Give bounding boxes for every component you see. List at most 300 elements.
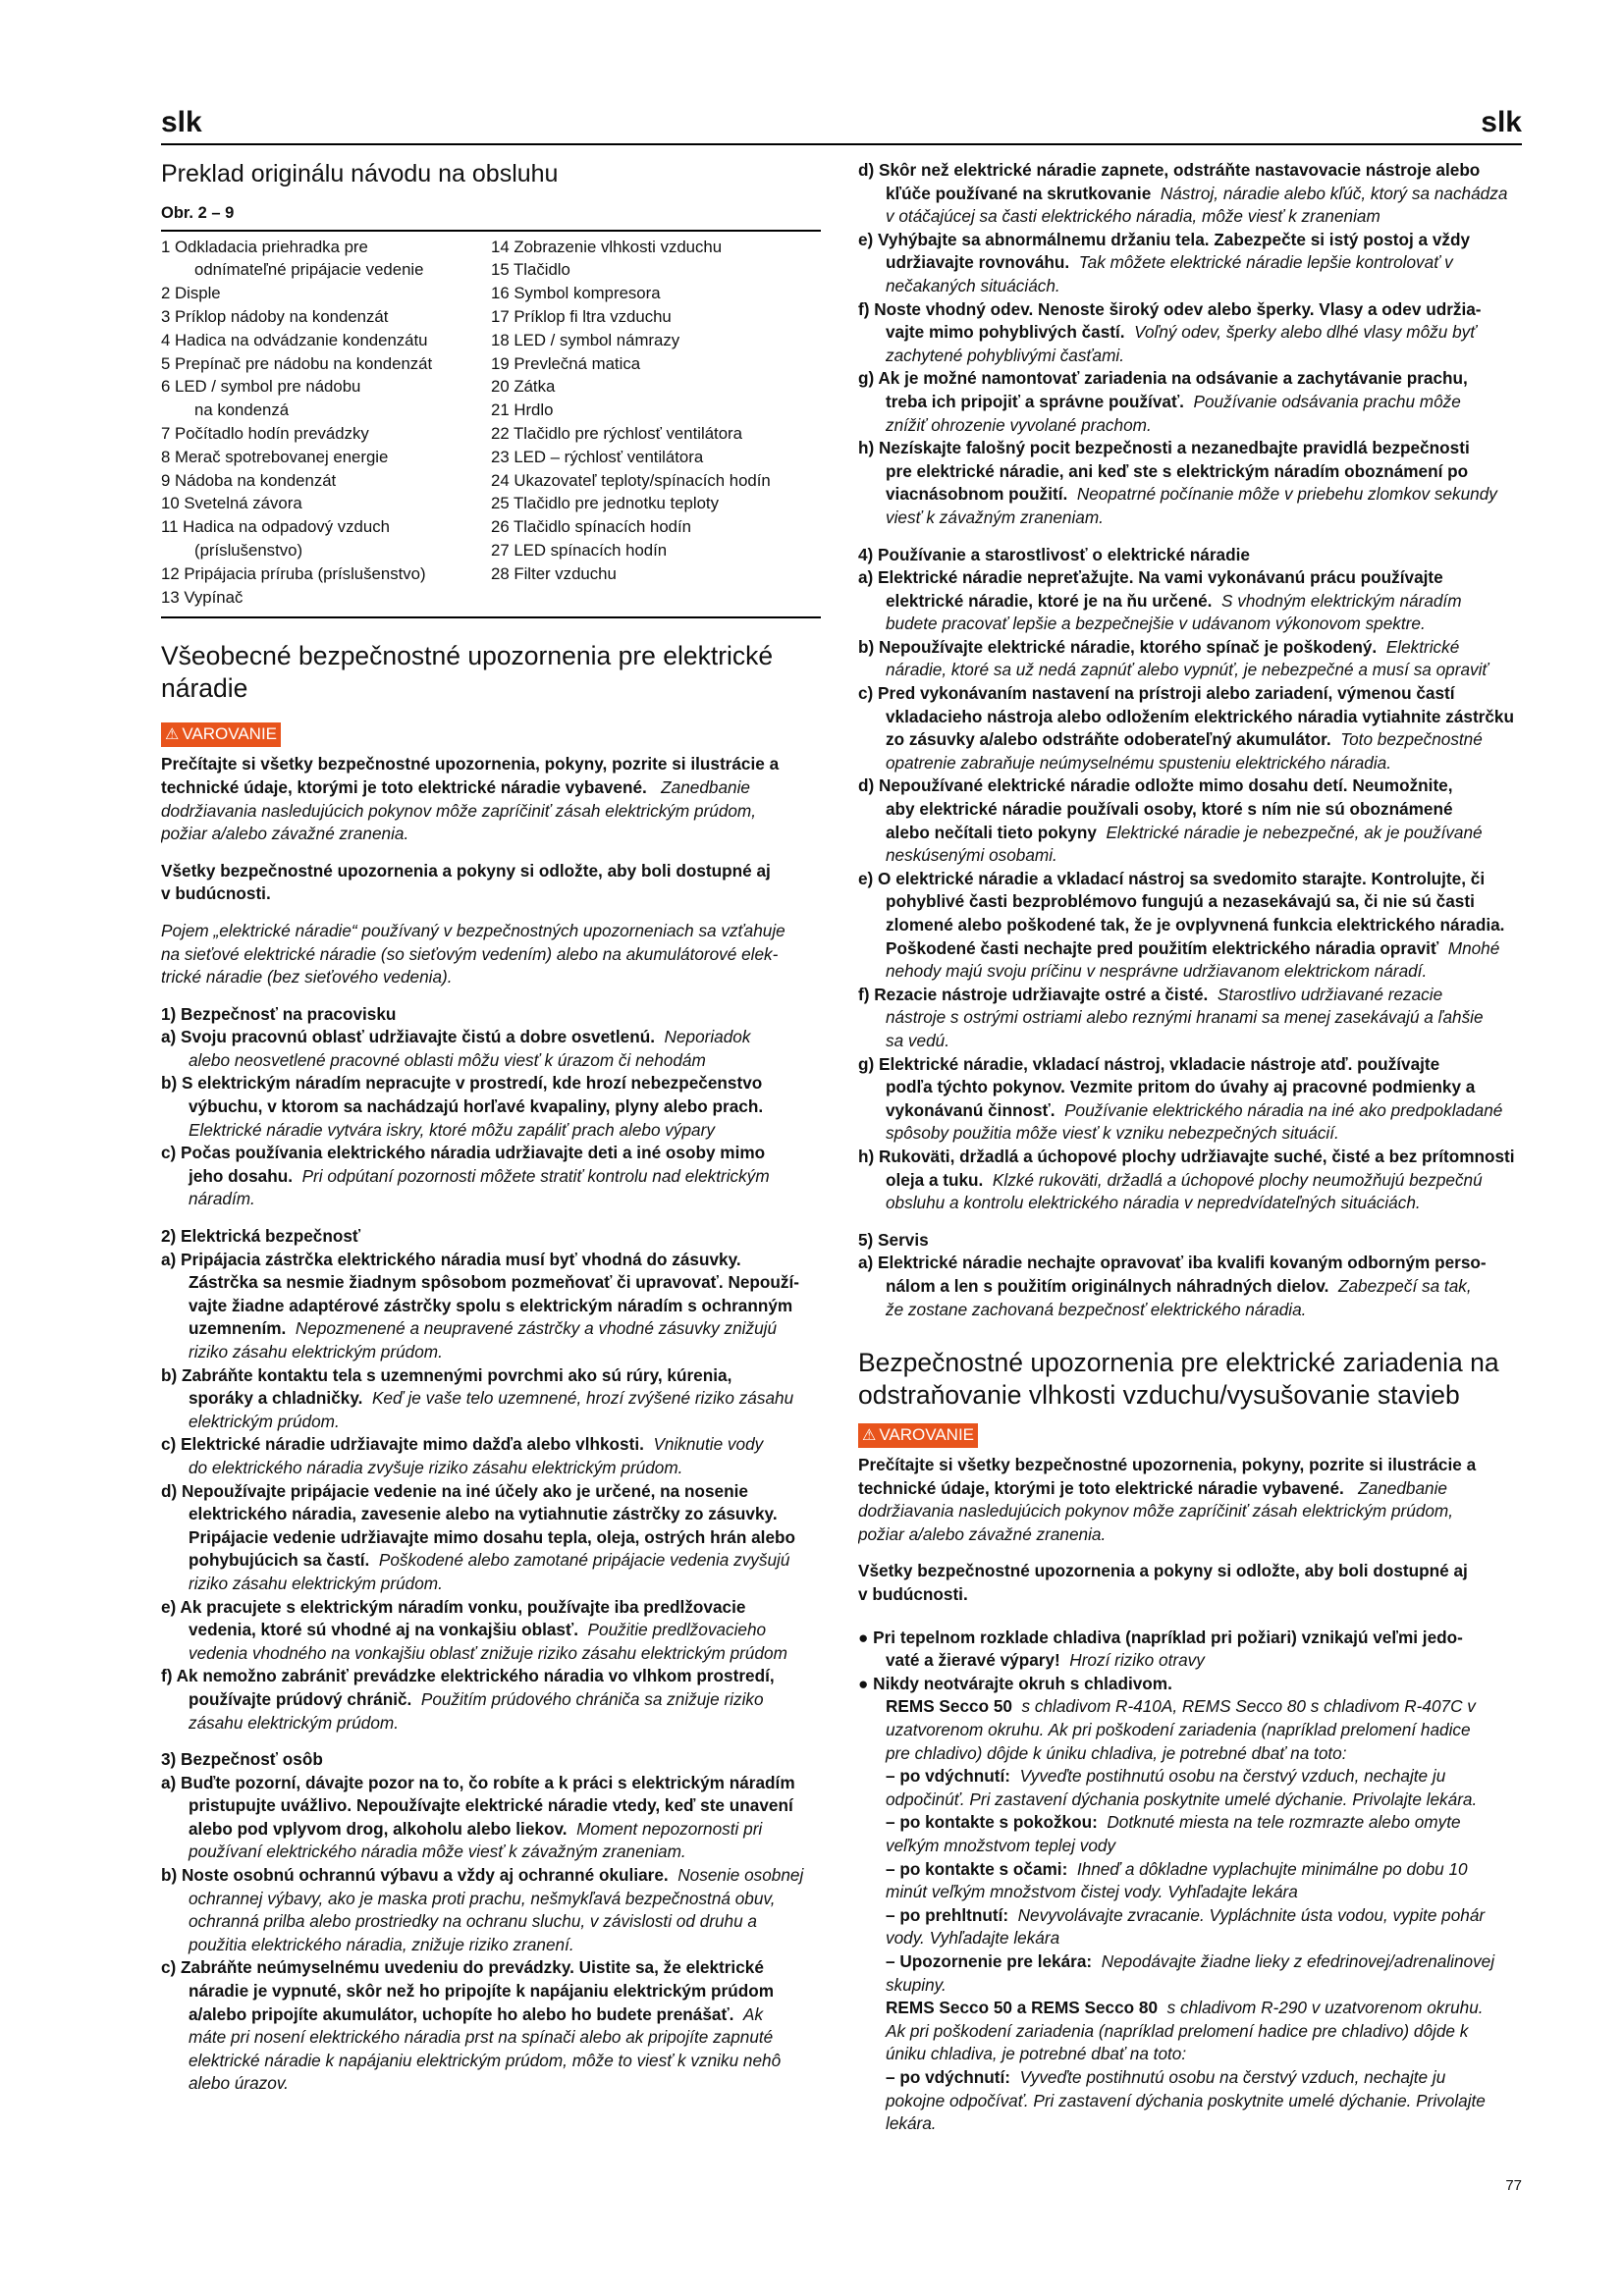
bold-text: vaté a žieravé výpary! [886,1650,1060,1671]
italic-text: Elektrické [1385,636,1460,657]
italic-text: Vniknutie vody [653,1434,764,1455]
right-column [858,159,1522,2136]
legend-item: odnímateľné pripájacie vedenie [194,260,424,280]
legend-item: 6 LED / symbol pre nádobu [161,377,361,397]
italic-text: Mnohé [1447,937,1500,958]
bold-text: g) Elektrické náradie, vkladací nástroj, vkladacie nástroje atď. používajte [858,1053,1440,1074]
intro-bold: technické údaje, ktorými je toto elektrické náradie vybavené. [858,1477,1344,1498]
text-line [858,868,1522,891]
keep-line: Všetky bezpečnostné upozornenia a pokyny si odložte, aby boli dostupné aj [858,1561,1468,1581]
bold-text: nálom a len s použitím originálnych náhradných dielov. [886,1275,1329,1296]
text-line [161,1249,821,1272]
italic-text: riziko zásahu elektrickým prúdom. [189,1573,443,1593]
italic-text: nečakaných situáciách. [886,275,1060,295]
bold-text: c) Elektrické náradie udržiavajte mimo dažďa alebo vlhkosti. [161,1434,644,1455]
italic-text: Starostlivo udržiavané rezacie [1217,984,1443,1004]
bold-text: f) Ak nemožno zabrániť prevádzke elektrického náradia vo vlhkom prostredí, [161,1666,775,1686]
warning-triangle-icon: ⚠ [165,726,180,744]
dehumidifier-title-line-1: Bezpečnostné upozornenia pre elektrické zariadenia na [858,1348,1499,1378]
bold-text: sporáky a chladničky. [189,1388,363,1409]
bold-text: pohybujúcich sa častí. [189,1550,370,1571]
text-line [161,1271,821,1295]
bold-text: b) Noste osobnú ochrannú výbavu a vždy aj ochranné okuliare. [161,1865,669,1886]
bold-text: pristupujte uvážlivo. Nepoužívajte elektrické náradie vtedy, keď ste unavení [189,1795,793,1816]
warning-triangle-icon: ⚠ [862,1427,877,1445]
italic-text: Používanie elektrického náradia na iné ako predpokladané [1064,1099,1503,1120]
section-title: 4) Používanie a starostlivosť o elektrické náradie [858,544,1250,564]
general-safety-title-line-1: Všeobecné bezpečnostné upozornenia pre elektrické [161,641,774,671]
text-line [161,1818,821,1842]
text-line [858,391,1522,414]
italic-text: uzatvorenom okruhu. Ak pri poškodení zariadenia (napríklad prelomení hadice [886,1720,1471,1740]
term-line: trické náradie (bez sieťového vedenia). [161,967,453,988]
legend-item: 16 Symbol kompresora [491,284,661,303]
bold-text: ● Pri tepelnom rozklade chladiva (napríklad pri požiari) vznikajú veľmi jedo- [858,1627,1463,1647]
keep-line: Všetky bezpečnostné upozornenia a pokyny si odložte, aby boli dostupné aj [161,860,771,881]
italic-text: Ihneď a dôkladne vyplachujte minimálne po dobu 10 [1076,1858,1468,1879]
text-line [858,1252,1522,1275]
bold-text: f) Noste vhodný odev. Nenoste široký odev alebo šperky. Vlasy a odev udržia- [858,298,1482,319]
legend-item: 12 Pripájacia príruba (príslušenstvo) [161,563,426,583]
language-code-left: slk [161,106,202,138]
section-title: 5) Servis [858,1229,929,1250]
italic-text: ochrannej výbavy, ako je maska proti prachu, nešmykľavá bezpečnostná obuv, [189,1888,776,1908]
figure-reference: Obr. 2 – 9 [161,204,235,222]
legend-item: 20 Zátka [491,377,556,397]
italic-text: máte pri nosení elektrického náradia prst na spínači alebo ak pripojíte zapnuté [189,2027,774,2048]
text-line [858,1858,1522,1882]
italic-text: Nosenie osobnej [677,1865,804,1886]
intro-line: Prečítajte si všetky bezpečnostné upozornenia, pokyny, pozrite si ilustrácie a [858,1455,1477,1475]
text-line [858,1299,1522,1322]
text-line [161,1549,821,1573]
bold-text: podľa týchto pokynov. Vezmite pritom do úvahy aj pracovné podmienky a [886,1077,1476,1097]
bold-text: vedenia, ktoré sú vhodné aj na vonkajšiu oblasť. [189,1620,578,1640]
text-line [858,890,1522,914]
text-line [161,1317,821,1341]
text-line [858,1649,1522,1673]
left-column [161,159,821,2096]
text-line [858,507,1522,530]
text-line [858,1146,1522,1169]
intro-line: dodržiavania nasledujúcich pokynov môže zapríčiniť zásah elektrickým prúdom, [858,1501,1454,1522]
intro-paragraph [161,753,821,845]
italic-text: Použitím prúdového chrániča sa znižuje riziko [420,1688,764,1709]
text-line [161,1888,821,1911]
bold-text: ● Nikdy neotvárajte okruh s chladivom. [858,1673,1172,1693]
bold-text: h) Rukoväti, držadlá a úchopové plochy udržiavajte suché, čisté a bez prítomnosti [858,1146,1515,1166]
intro-line: požiar a/alebo závažné zranenia. [161,824,409,844]
bold-text: a/alebo pripojíte akumulátor, uchopíte ho alebo ho budete prenášať. [189,2003,734,2024]
italic-text: Pri odpútaní pozornosti môžete stratiť kontrolu nad elektrickým [301,1165,770,1186]
text-line [858,251,1522,275]
header-rule [161,143,1522,145]
italic-text: veľkým množstvom teplej vody [886,1836,1116,1855]
italic-text: Používanie odsávania prachu môže [1193,391,1461,411]
bold-text: Zástrčka sa nesmie žiadnym spôsobom pozmeňovať či upravovať. Nepouží- [189,1272,800,1293]
section-3-continued [858,159,1522,530]
bold-text: výbuchu, v ktorom sa nachádzajú horľavé kvapaliny, plyny alebo prach. [189,1096,764,1117]
italic-text: elektrické náradie k napájaniu elektrickým prúdom, môže to viesť k vzniku nehô [189,2050,782,2070]
italic-text: opatrenie zabraňuje neúmyselnému spusteniu elektrického náradia. [886,752,1391,773]
bold-text: zo zásuvky a/alebo odstráňte odoberateľný akumulátor. [886,729,1331,750]
legend-item: 13 Vypínač [161,587,244,607]
text-line [858,590,1522,614]
bold-text: a) Elektrické náradie nepreťažujte. Na vami vykonávanú prácu používajte [858,567,1443,588]
dehumidifier-safety-title [858,1347,1522,1412]
text-line [161,1619,821,1642]
text-line [858,2112,1522,2136]
legend-column-2 [491,236,821,610]
italic-text: znížiť ohrozenie vyvolané prachom. [886,414,1152,435]
bold-text: a) Buďte pozorní, dávajte pozor na to, čo robíte a k práci s elektrickým náradím [161,1772,795,1792]
bold-text: pre elektrické náradie, ani keď ste s elektrickým náradím oboznámení po [886,460,1469,481]
bold-text: d) Skôr než elektrické náradie zapnete, odstráňte nastavovacie nástroje alebo [858,160,1481,180]
italic-text: Vyveďte postihnutú osobu na čerstvý vzduch, nechajte ju [1019,1766,1446,1787]
italic-text: náradím. [189,1189,255,1209]
bold-text: c) Zabráňte neúmyselnému uvedeniu do prevádzky. Uistite sa, že elektrické [161,1957,764,1978]
legend-item: 1 Odkladacia priehradka pre [161,237,368,256]
text-line [858,1742,1522,1766]
bold-text: e) Ak pracujete s elektrickým náradím vonku, používajte iba predlžovacie [161,1596,746,1617]
italic-text: vedenia vhodného na vonkajšiu oblasť znižuje riziko zásahu elektrickým prúdom [189,1642,787,1663]
legend-item: 4 Hadica na odvádzanie kondenzátu [161,330,428,349]
italic-text: Klzké rukoväti, držadlá a úchopové plochy neumožňujú bezpečnú [992,1169,1483,1190]
italic-text: minút veľkým množstvom čistej vody. Vyhľadajte lekára [886,1882,1298,1902]
italic-text: vody. Vyhľadajte lekára [886,1928,1060,1949]
italic-text: Neporiadok [664,1027,751,1047]
legend-item: 15 Tlačidlo [491,260,570,280]
legend-top-rule [161,230,821,232]
text-line [858,844,1522,868]
section-3-items [161,1772,821,2096]
text-line [858,1904,1522,1928]
bold-text: jeho dosahu. [189,1165,293,1186]
bold-text: b) S elektrickým náradím nepracujte v prostredí, kde hrozí nebezpečenstvo [161,1073,763,1094]
section-2-items [161,1249,821,1735]
italic-text: pokojne odpočívať. Pri zastavení dýchania poskytnite umelé dýchanie. Privolajte [886,2090,1486,2110]
bold-text: vajte žiadne adaptérové zástrčky spolu s elektrickým náradím s ochranným [189,1295,793,1315]
text-line [858,798,1522,822]
text-line [161,1049,821,1073]
legend-bottom-rule [161,616,821,618]
page-number: 77 [1505,2177,1522,2194]
text-line [858,1053,1522,1077]
text-line [858,1881,1522,1904]
text-line [858,159,1522,183]
text-line [858,1673,1522,1696]
text-line [161,1387,821,1411]
italic-text: lekára. [886,2113,937,2134]
italic-text: riziko zásahu elektrickým prúdom. [189,1342,443,1362]
text-line [161,2050,821,2073]
text-line [161,1526,821,1550]
intro-paragraph [858,1454,1522,1546]
italic-text: pre chladivo) dôjde k úniku chladiva, je potrebné dbať na toto: [886,1742,1347,1763]
text-line [858,914,1522,937]
text-line [858,984,1522,1007]
bold-text: e) Vyhýbajte sa abnormálnemu držaniu tela. Zabezpečte si istý postoj a vždy [858,229,1471,249]
text-line [161,1864,821,1888]
text-line [858,1006,1522,1030]
italic-text: neskúsenými osobami. [886,845,1057,866]
text-line [858,659,1522,682]
italic-text: Elektrické náradie je nebezpečné, ak je používané [1106,822,1483,842]
text-line [858,706,1522,729]
text-line [161,1165,821,1189]
italic-text: náradie, ktoré sa už nedá zapnúť alebo vypnúť, je nebezpečné a musí sa opraviť [886,660,1489,680]
italic-text: Elektrické náradie vytvára iskry, ktoré môžu zapáliť prach alebo výpary [189,1119,715,1140]
text-line [858,1122,1522,1146]
bold-text: – po vdýchnutí: [886,1766,1011,1787]
text-line [858,367,1522,391]
intro-line: Prečítajte si všetky bezpečnostné upozornenia, pokyny, pozrite si ilustrácie a [161,754,780,774]
italic-text: Nástroj, náradie alebo kľúč, ktorý sa nachádza [1160,183,1508,203]
italic-text: sa vedú. [886,1030,949,1050]
text-line [858,960,1522,984]
text-line [161,1503,821,1526]
section-title: 1) Bezpečnosť na pracovisku [161,1003,397,1024]
warning-label: VAROVANIE [879,1425,975,1445]
bold-text: elektrické náradie, ktoré je na ňu určené. [886,590,1213,611]
text-line [161,1573,821,1596]
text-line [858,460,1522,484]
italic-text: Dotknuté miesta na tele rozmrazte alebo omyte [1107,1812,1461,1833]
bold-text: – Upozornenie pre lekára: [886,1950,1093,1971]
legend-item: 19 Prevlečná matica [491,353,641,373]
legend-item: 14 Zobrazenie vlhkosti vzduchu [491,237,723,256]
bold-text: uzemnením. [189,1318,287,1339]
keep-line: v budúcnosti. [858,1584,968,1605]
text-line [858,183,1522,206]
italic-text: skupiny. [886,1974,947,1995]
bold-text: c) Pred vykonávaním nastavení na prístroji alebo zariadení, výmenou častí [858,683,1455,704]
legend-item: 2 Disple [161,284,221,303]
text-line [161,1642,821,1666]
text-line [858,937,1522,961]
italic-text: Voľný odev, šperky alebo dlhé vlasy môžu byť [1134,322,1477,343]
section-title: 2) Elektrická bezpečnosť [161,1226,361,1247]
legend-item: 8 Merač spotrebovanej energie [161,447,389,466]
text-line [858,229,1522,252]
legend-item: 7 Počítadlo hodín prevádzky [161,423,369,443]
italic-text: S vhodným elektrickým náradím [1221,590,1462,611]
text-line [161,1596,821,1620]
legend-item: 28 Filter vzduchu [491,563,617,583]
text-line [161,2003,821,2027]
text-line [858,1169,1522,1193]
section-title: 3) Bezpečnosť osôb [161,1749,323,1770]
italic-text: viesť k závažným zraneniam. [886,507,1104,527]
italic-text: obsluhu a kontrolu elektrického náradia v nepredvídateľných situáciách. [886,1193,1421,1213]
italic-text: elektrickým prúdom. [189,1411,340,1431]
italic-text: Hrozí riziko otravy [1069,1650,1205,1671]
text-line [161,1910,821,1934]
legend-item: 5 Prepínač pre nádobu na kondenzát [161,353,433,373]
italic-text: Ak [743,2003,764,2024]
italic-text: s chladivom R-410A, REMS Secco 80 s chladivom R-407C v [1021,1696,1476,1717]
legend-item: 27 LED spínacích hodín [491,540,668,560]
text-line [858,483,1522,507]
text-line [858,298,1522,322]
italic-text: Toto bezpečnostné [1340,729,1483,750]
italic-text: používaní elektrického náradia môže viesť k závažným zraneniam. [189,1842,686,1862]
italic-text: nehody majú svoju príčinu v nesprávne udržiavanom elektrickom náradí. [886,961,1428,982]
text-line [858,752,1522,775]
translation-title: Preklad originálu návodu na obsluhu [161,160,559,187]
text-line [161,1142,821,1165]
italic-text: Tak môžete elektrické náradie lepšie kontrolovať v [1078,252,1453,273]
legend-item: 17 Príklop fi ltra vzduchu [491,306,672,326]
text-line [858,1835,1522,1858]
bold-text: b) Zabráňte kontaktu tela s uzemnenými povrchmi ako sú rúry, kúrenia, [161,1364,732,1385]
bold-text: – po kontakte s očami: [886,1858,1068,1879]
text-line [161,1072,821,1095]
text-line [161,1341,821,1364]
legend-item: 26 Tlačidlo spínacích hodín [491,517,691,537]
text-line [858,414,1522,438]
italic-text: zachytené pohyblivými časťami. [886,345,1124,365]
bold-text: aby elektrické náradie používali osoby, ktoré s ním nie sú oboznámené [886,799,1453,820]
text-line [858,2090,1522,2113]
bold-text: c) Počas používania elektrického náradia udržiavajte deti a iné osoby mimo [161,1143,766,1163]
legend-item: 21 Hrdlo [491,400,554,420]
text-line [161,1095,821,1119]
italic-text: Nepozmenené a neupravené zástrčky a vhodné zásuvky znižujú [295,1318,778,1339]
legend-item: 25 Tlačidlo pre jednotku teploty [491,494,719,513]
text-line [858,205,1522,229]
text-line [858,1275,1522,1299]
text-line [858,728,1522,752]
text-line [858,1627,1522,1650]
bold-text: REMS Secco 50 a REMS Secco 80 [886,1998,1159,2018]
section-5-items [858,1252,1522,1321]
italic-text: použitia elektrického náradia, znižuje riziko zranení. [189,1934,574,1954]
text-line [858,1997,1522,2020]
bold-text: b) Nepoužívajte elektrické náradie, ktorého spínač je poškodený. [858,636,1378,657]
italic-text: spôsoby použitia môže viesť k vzniku nebezpečných situácií. [886,1123,1339,1144]
italic-text: odpočinúť. Pri zastavení dýchania poskytnite umelé dýchanie. Privolajte lekára. [886,1789,1478,1809]
text-line [161,1772,821,1795]
legend-item: 23 LED – rýchlosť ventilátora [491,447,704,466]
italic-text: ochranná prilba alebo prostriedky na ochranu sluchu, v závislosti od druhu a [189,1911,757,1932]
bold-text: udržiavajte rovnováhu. [886,252,1070,273]
italic-text: Poškodené alebo zamotané pripájacie vedenia zvyšujú [378,1550,790,1571]
text-line [858,1099,1522,1123]
legend-item: 10 Svetelná závora [161,494,302,513]
text-line [858,774,1522,798]
text-line [858,566,1522,590]
italic-text: budete pracovať lepšie a bezpečnejšie v udávanom výkonovom spektre. [886,614,1426,634]
bold-text: Pripájacie vedenie udržiavajte mimo dosahu tepla, oleja, ostrých hrán alebo [189,1526,795,1547]
bold-text: treba ich pripojiť a správne používať. [886,391,1184,411]
bold-text: g) Ak je možné namontovať zariadenia na odsávanie a zachytávanie prachu, [858,368,1468,389]
bold-text: REMS Secco 50 [886,1696,1012,1717]
figure-legend [161,236,821,610]
text-line [161,1364,821,1388]
text-line [161,1841,821,1864]
general-safety-title-line-2: náradie [161,673,248,704]
italic-text: nástroje s ostrými ostriami alebo reznými hranami sa menej zasekávajú a ľahšie [886,1007,1484,1028]
italic-text: Zabezpečí sa tak, [1337,1275,1472,1296]
bold-text: Poškodené časti nechajte pred použitím elektrického náradia opraviť [886,937,1439,958]
bold-text: oleja a tuku. [886,1169,984,1190]
keep-instructions [161,860,821,906]
italic-text: Keď je vaše telo uzemnené, hrozí zvýšené riziko zásahu [371,1388,794,1409]
text-line [858,2066,1522,2090]
text-line [858,321,1522,345]
text-line [858,1950,1522,1974]
italic-text: v otáčajúcej sa časti elektrického náradia, môže viesť k zraneniam [886,206,1380,227]
bold-text: vykonávanú činnosť. [886,1099,1056,1120]
italic-text: s chladivom R-290 v uzatvorenom okruhu. [1166,1998,1484,2018]
text-line [858,636,1522,660]
text-line [161,1665,821,1688]
text-line [161,1956,821,1980]
text-line [858,1719,1522,1742]
bold-text: viacnásobnom použití. [886,484,1068,505]
italic-text: zásahu elektrickým prúdom. [189,1712,399,1733]
text-line [858,275,1522,298]
italic-text: Nevyvolávajte zvracanie. Vypláchnite ústa vodou, vypite pohár [1017,1904,1486,1925]
text-line [161,1712,821,1735]
bold-text: používajte prúdový chránič. [189,1688,412,1709]
text-line [161,1295,821,1318]
legend-item: na kondenzá [194,400,290,420]
legend-item: 22 Tlačidlo pre rýchlosť ventilátora [491,423,742,443]
italic-text: alebo neosvetlené pracovné oblasti môžu viesť k úrazom či nehodám [189,1049,706,1070]
warning-badge [161,722,281,747]
text-line [161,1188,821,1211]
legend-item: 11 Hadica na odpadový vzduch [161,517,390,537]
text-line [858,613,1522,636]
bold-text: – po kontakte s pokožkou: [886,1812,1098,1833]
italic-text: že zostane zachovaná bezpečnosť elektrického náradia. [886,1299,1307,1319]
bold-text: – po vdýchnutí: [886,2066,1011,2087]
text-line [161,1934,821,1957]
text-line [161,1411,821,1434]
bold-text: náradie je vypnuté, skôr než ho pripojíte k napájaniu elektrickým prúdom [189,1981,774,2002]
italic-text: Ak pri poškodení zariadenia (napríklad prelomení hadice pre chladivo) dôjde k [886,2020,1469,2041]
italic-text: alebo úrazov. [189,2073,289,2094]
legend-column-1 [161,236,491,610]
bold-text: zlomené alebo poškodené tak, že je ovplyvnená funkcia elektrického náradia. [886,915,1505,934]
bold-text: h) Nezískajte falošný pocit bezpečnosti a nezanedbajte pravidlá bezpečnosti [858,438,1470,458]
text-line [858,2020,1522,2044]
bold-text: d) Nepoužívajte pripájacie vedenie na iné účely ako je určené, na nosenie [161,1480,748,1501]
text-line [161,1980,821,2003]
text-line [858,1192,1522,1215]
intro-italic: Zanedbanie [1358,1477,1447,1498]
general-safety-title [161,640,821,705]
text-line [161,1688,821,1712]
bold-text: pohyblivé časti bezproblémovo fungujú a nezasekávajú sa, či nie sú časti [886,891,1475,912]
section-4-items [858,566,1522,1215]
text-line [858,682,1522,706]
text-line [161,2026,821,2050]
keep-line: v budúcnosti. [161,883,271,904]
text-line [161,1119,821,1143]
text-line [858,437,1522,460]
text-line [161,1480,821,1504]
italic-text: Nepodávajte žiadne lieky z efedrinovej/adrenalinovej [1101,1950,1495,1971]
legend-item: 3 Príklop nádoby na kondenzát [161,306,389,326]
bold-text: f) Rezacie nástroje udržiavajte ostré a čisté. [858,984,1209,1004]
intro-line: požiar a/alebo závažné zranenia. [858,1523,1107,1544]
bold-text: elektrického náradia, zavesenie alebo na vytiahnutie zástrčky zo zásuvky. [189,1504,778,1524]
bold-text: vkladacieho nástroja alebo odložením elektrického náradia vytiahnite zástrčku [886,706,1514,726]
intro-bold: technické údaje, ktorými je toto elektrické náradie vybavené. [161,776,647,797]
